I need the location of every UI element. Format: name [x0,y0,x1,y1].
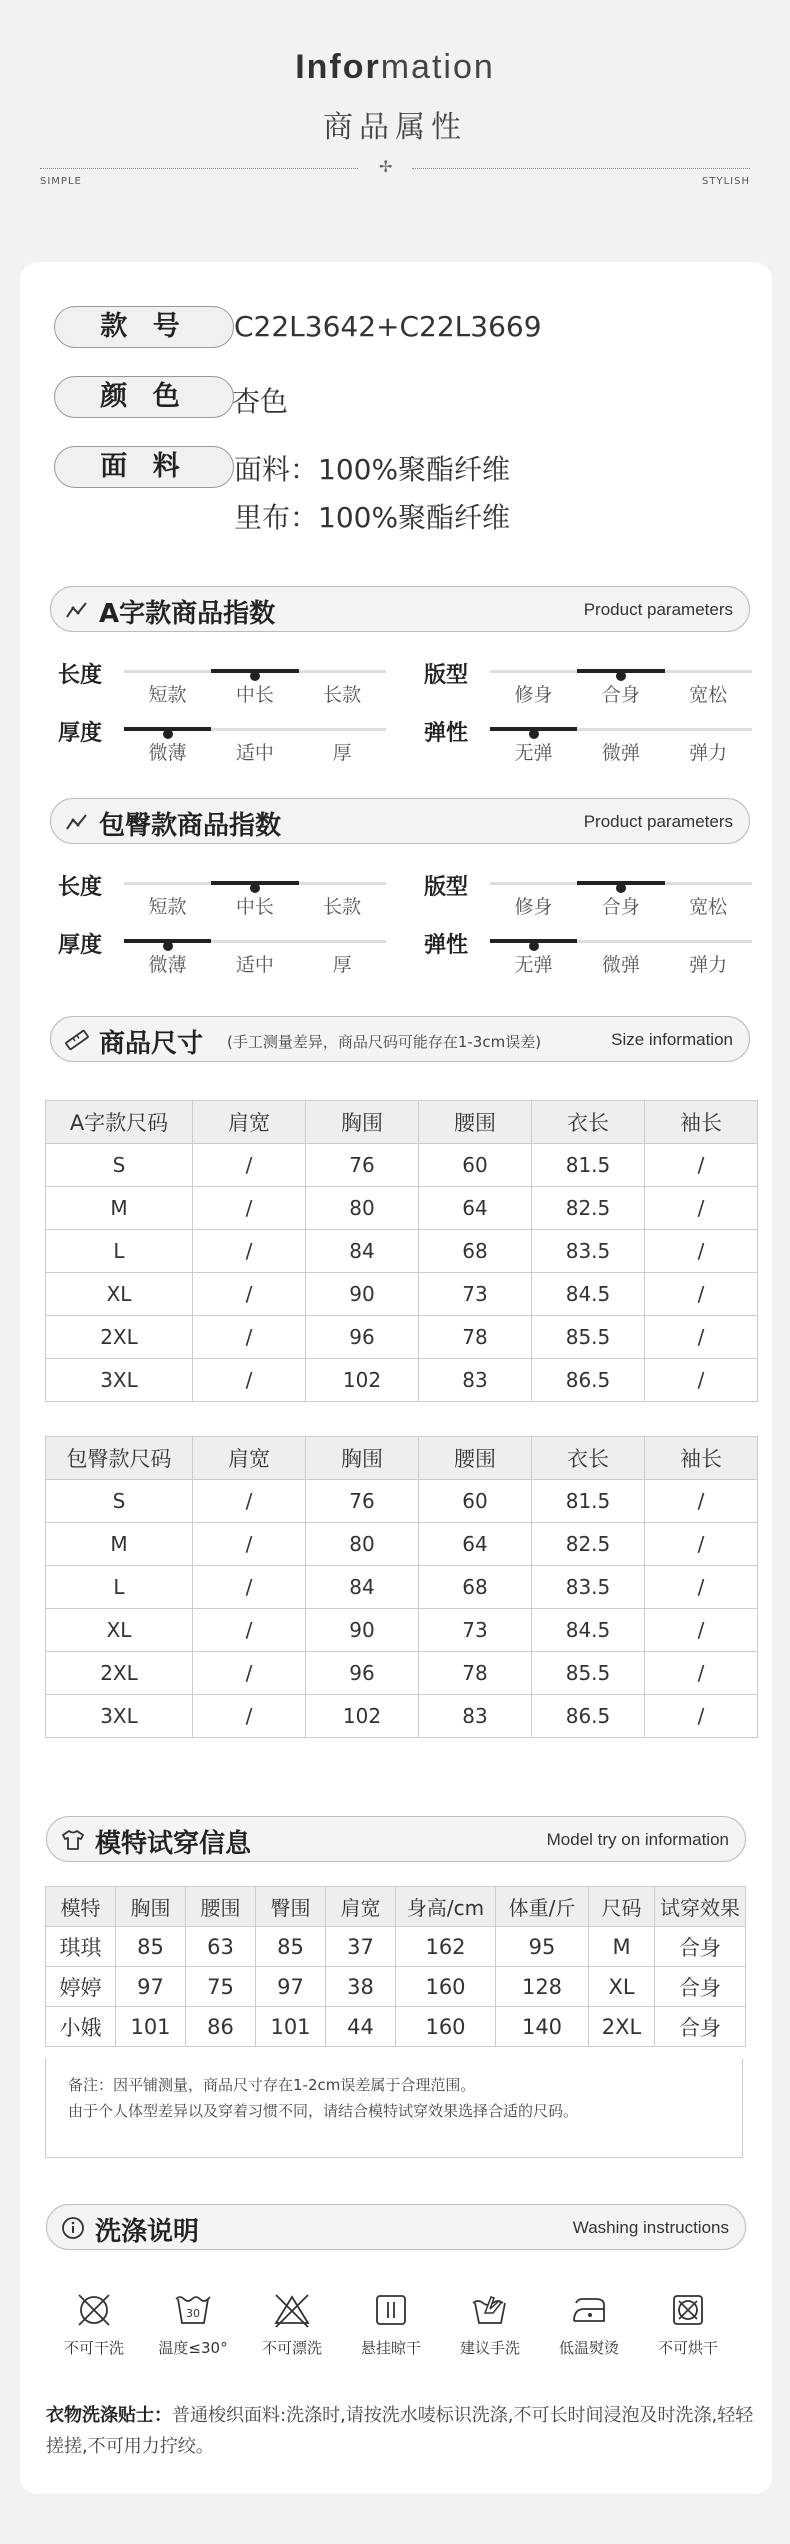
label-simple: SIMPLE [40,176,82,187]
index-option: 微弹 [601,954,640,976]
table-cell: 合身 [655,1967,746,2007]
wash-en: Washing instructions [572,2218,729,2237]
table-cell: 85 [116,1927,186,1967]
sku-label: 款 号 [54,306,234,348]
table-cell: / [645,1316,758,1359]
wash-temp-mark: 30 [186,2307,200,2320]
table-header-cell: 衣长 [532,1437,645,1480]
table-cell: 76 [306,1144,419,1187]
index-track [490,940,752,943]
table-cell: 140 [496,2007,589,2047]
tips-label: 衣物洗涤贴士： [46,2405,172,2426]
table-cell: 82.5 [532,1187,645,1230]
table-cell: 婷婷 [46,1967,116,2007]
wash-label: 悬挂晾干 [360,2339,421,2357]
size-subtitle: (手工测量差异，商品尺码可能存在1-3cm误差) [227,1033,542,1051]
wash-item [143,2291,243,2358]
table-cell: 合身 [655,2007,746,2047]
wash-header [46,2204,746,2250]
table-cell: 44 [326,2007,396,2047]
table-cell: 86.5 [532,1695,645,1738]
table-row [46,1187,758,1230]
wash-item [638,2291,738,2358]
table-row [46,1566,758,1609]
table-cell: / [193,1480,306,1523]
index-label: 弹性 [424,933,469,958]
index-label: 厚度 [58,721,103,746]
table-header-cell: 模特 [46,1887,116,1927]
table-cell: M [589,1927,655,1967]
index-option: 修身 [514,896,553,918]
table-row [46,1652,758,1695]
table-cell: 95 [496,1927,589,1967]
no-dry-clean-icon [75,2291,113,2329]
note-line-2: 由于个人体型差异以及穿着习惯不同，请结合模特试穿效果选择合适的尺码。 [68,2102,579,2120]
table-cell: 76 [306,1480,419,1523]
index-option: 微薄 [148,742,187,764]
table-cell: 3XL [46,1359,193,1402]
index-label: 版型 [424,875,469,900]
table-cell: 2XL [589,2007,655,2047]
table-cell: / [645,1523,758,1566]
table-cell: 102 [306,1695,419,1738]
cross-ornament-icon: ✢ [379,157,393,176]
table-cell: / [645,1359,758,1402]
model-header [46,1816,746,1862]
table-row [46,1230,758,1273]
table-cell: 101 [256,2007,326,2047]
trend-icon [65,810,89,834]
table-header-cell: 包臀款尺码 [46,1437,193,1480]
table-row [46,1316,758,1359]
table-row [46,1523,758,1566]
table-cell: / [193,1523,306,1566]
table-cell: 63 [186,1927,256,1967]
table-row [46,1967,746,2007]
index-option: 无弹 [514,954,553,976]
table-cell: 75 [186,1967,256,2007]
model-note [45,2058,743,2158]
table-cell: 97 [256,1967,326,2007]
table-header-cell: 袖长 [645,1437,758,1480]
table-cell: 2XL [46,1316,193,1359]
table-header-cell: 胸围 [116,1887,186,1927]
table-cell: 83 [419,1359,532,1402]
hang-dry-icon [372,2291,410,2329]
table-header-cell: 腰围 [419,1437,532,1480]
table-cell: 90 [306,1609,419,1652]
wash-tips [46,2400,756,2462]
table-cell: 81.5 [532,1144,645,1187]
table-cell: / [645,1230,758,1273]
fabric-value-2: 里布：100%聚酯纤维 [234,501,511,534]
table-row [46,1359,758,1402]
table-row [46,1927,746,1967]
table-cell: 90 [306,1273,419,1316]
table-cell: / [193,1187,306,1230]
table-cell: XL [589,1967,655,2007]
index-track [490,670,752,673]
wash-label: 不可烘干 [657,2339,718,2357]
table-cell: L [46,1230,193,1273]
table-cell: 83.5 [532,1566,645,1609]
table-cell: 101 [116,2007,186,2047]
size-header [50,1016,750,1062]
table-row [46,1609,758,1652]
table-cell: 合身 [655,1927,746,1967]
table-cell: / [645,1695,758,1738]
index-track [124,728,386,731]
fabric-label: 面 料 [54,446,234,488]
table-header-cell: 衣长 [532,1101,645,1144]
index-label: 长度 [58,663,103,688]
table-cell: 85.5 [532,1316,645,1359]
index-option: 厚 [332,954,352,976]
table-cell: 85 [256,1927,326,1967]
index-option: 微薄 [148,954,187,976]
index-option: 适中 [235,954,274,976]
table-cell: / [193,1566,306,1609]
table-cell: 64 [419,1187,532,1230]
table-cell: 81.5 [532,1480,645,1523]
table-cell: 60 [419,1480,532,1523]
divider [412,168,750,169]
index-option: 合身 [601,896,640,918]
index-a-header [50,586,750,632]
table-cell: 38 [326,1967,396,2007]
index-track [124,670,386,673]
table-cell: 86.5 [532,1359,645,1402]
table-cell: / [645,1273,758,1316]
table-header-cell: 试穿效果 [655,1887,746,1927]
index-track [490,728,752,731]
table-header-row [46,1887,746,1927]
table-cell: / [193,1609,306,1652]
wash-label: 温度≤30° [158,2339,228,2357]
table-cell: M [46,1187,193,1230]
index-b-en: Product parameters [583,812,733,831]
table-row [46,2007,746,2047]
table-cell: 68 [419,1230,532,1273]
model-en: Model try on information [546,1830,729,1849]
table-cell: 3XL [46,1695,193,1738]
table-cell: / [193,1359,306,1402]
table-cell: 85.5 [532,1652,645,1695]
table-cell: 160 [396,2007,496,2047]
wash-label: 低温熨烫 [558,2339,619,2357]
table-header-cell: 身高/cm [396,1887,496,1927]
table-cell: 86 [186,2007,256,2047]
index-option: 宽松 [689,684,728,706]
index-option: 修身 [514,684,553,706]
table-cell: 97 [116,1967,186,2007]
table-header-cell: A字款尺码 [46,1101,193,1144]
table-cell: / [645,1480,758,1523]
wash-label: 建议手洗 [459,2339,520,2357]
table-row [46,1273,758,1316]
index-option: 适中 [235,742,274,764]
header-title-en: Information [295,48,495,86]
index-option: 短款 [148,896,187,918]
table-header-cell: 袖长 [645,1101,758,1144]
table-cell: S [46,1144,193,1187]
index-track [490,882,752,885]
wash-title: 洗涤说明 [95,2217,200,2247]
sku-value: C22L3642+C22L3669 [234,310,542,343]
wash-item [539,2291,639,2358]
color-value: 杏色 [232,385,289,418]
table-cell: S [46,1480,193,1523]
index-option: 合身 [601,684,640,706]
page-header [0,0,790,260]
tips-text: 普通梭织面料:洗涤时,请按洗水唛标识洗涤,不可长时间浸泡及时洗涤,轻轻搓搓,不可用力拧绞。 [46,2405,754,2457]
table-cell: XL [46,1273,193,1316]
table-cell: / [193,1695,306,1738]
table-header-cell: 尺码 [589,1887,655,1927]
table-header-cell: 胸围 [306,1101,419,1144]
index-option: 短款 [148,684,187,706]
header-title-cn: 商品属性 [323,110,467,145]
table-header-row [46,1437,758,1480]
wash-item [440,2291,540,2358]
index-option: 长款 [323,684,362,706]
table-cell: XL [46,1609,193,1652]
model-table [45,1886,746,2047]
index-option: 宽松 [689,896,728,918]
size-table-a [45,1100,758,1402]
table-cell: 128 [496,1967,589,2007]
index-option: 微弹 [601,742,640,764]
info-icon [61,2216,85,2240]
index-track [124,940,386,943]
table-cell: 84.5 [532,1609,645,1652]
shirt-icon [61,1828,85,1852]
ruler-icon [65,1028,89,1052]
table-cell: 2XL [46,1652,193,1695]
table-cell: / [645,1566,758,1609]
no-bleach-icon [272,2291,312,2329]
table-cell: 80 [306,1523,419,1566]
table-cell: M [46,1523,193,1566]
table-cell: 96 [306,1316,419,1359]
table-cell: 37 [326,1927,396,1967]
low-iron-icon [568,2291,610,2329]
index-b-header [50,798,750,844]
table-header-cell: 胸围 [306,1437,419,1480]
index-a-title: A字款商品指数 [99,599,276,629]
table-cell: 84.5 [532,1273,645,1316]
table-row [46,1480,758,1523]
trend-icon [65,598,89,622]
table-header-cell: 体重/斤 [496,1887,589,1927]
index-label: 版型 [424,663,469,688]
table-cell: 102 [306,1359,419,1402]
table-cell: / [645,1652,758,1695]
table-cell: 78 [419,1652,532,1695]
index-label: 弹性 [424,721,469,746]
table-cell: 83 [419,1695,532,1738]
wash-label: 不可干洗 [63,2339,124,2357]
wash-item [341,2291,441,2358]
index-b-title: 包臀款商品指数 [99,811,282,841]
table-header-cell: 肩宽 [193,1437,306,1480]
table-header-row [46,1101,758,1144]
table-cell: 73 [419,1273,532,1316]
index-a-en: Product parameters [583,600,733,619]
index-option: 中长 [235,896,274,918]
table-cell: 162 [396,1927,496,1967]
index-option: 无弹 [514,742,553,764]
index-label: 厚度 [58,933,103,958]
table-header-cell: 腰围 [186,1887,256,1927]
index-label: 长度 [58,875,103,900]
table-cell: 80 [306,1187,419,1230]
size-title: 商品尺寸 [99,1029,204,1059]
table-cell: 78 [419,1316,532,1359]
note-line-1: 备注：因平铺测量，商品尺寸存在1-2cm误差属于合理范围。 [68,2076,476,2094]
table-cell: 60 [419,1144,532,1187]
table-cell: 84 [306,1230,419,1273]
table-cell: / [645,1144,758,1187]
wash-label: 不可漂洗 [261,2339,322,2357]
wash-item [44,2291,144,2358]
table-cell: 160 [396,1967,496,2007]
table-cell: / [193,1230,306,1273]
table-cell: / [193,1652,306,1695]
table-header-cell: 肩宽 [326,1887,396,1927]
table-cell: 小娥 [46,2007,116,2047]
table-cell: / [193,1273,306,1316]
index-option: 弹力 [689,742,728,764]
wash-30-icon [173,2291,213,2329]
size-table-b [45,1436,758,1738]
hand-wash-icon [469,2291,511,2329]
table-cell: 68 [419,1566,532,1609]
table-cell: 73 [419,1609,532,1652]
size-en: Size information [611,1030,733,1049]
color-label: 颜 色 [54,376,234,418]
info-card [20,262,772,2494]
table-cell: L [46,1566,193,1609]
table-cell: 64 [419,1523,532,1566]
model-title: 模特试穿信息 [95,1829,252,1859]
index-option: 中长 [235,684,274,706]
no-tumble-dry-icon [669,2291,707,2329]
table-header-cell: 肩宽 [193,1101,306,1144]
table-row [46,1144,758,1187]
table-cell: 96 [306,1652,419,1695]
table-cell: 琪琪 [46,1927,116,1967]
fabric-value-1: 面料：100%聚酯纤维 [234,453,511,486]
table-cell: 82.5 [532,1523,645,1566]
table-header-cell: 腰围 [419,1101,532,1144]
table-row [46,1695,758,1738]
wash-item [242,2291,342,2358]
table-cell: 83.5 [532,1230,645,1273]
index-option: 弹力 [689,954,728,976]
table-cell: / [193,1316,306,1359]
table-cell: / [645,1609,758,1652]
index-track [124,882,386,885]
table-cell: 84 [306,1566,419,1609]
index-option: 厚 [332,742,352,764]
divider [40,168,358,169]
label-stylish: STYLISH [702,176,750,187]
table-cell: / [193,1144,306,1187]
table-cell: / [645,1187,758,1230]
table-header-cell: 臀围 [256,1887,326,1927]
index-option: 长款 [323,896,362,918]
